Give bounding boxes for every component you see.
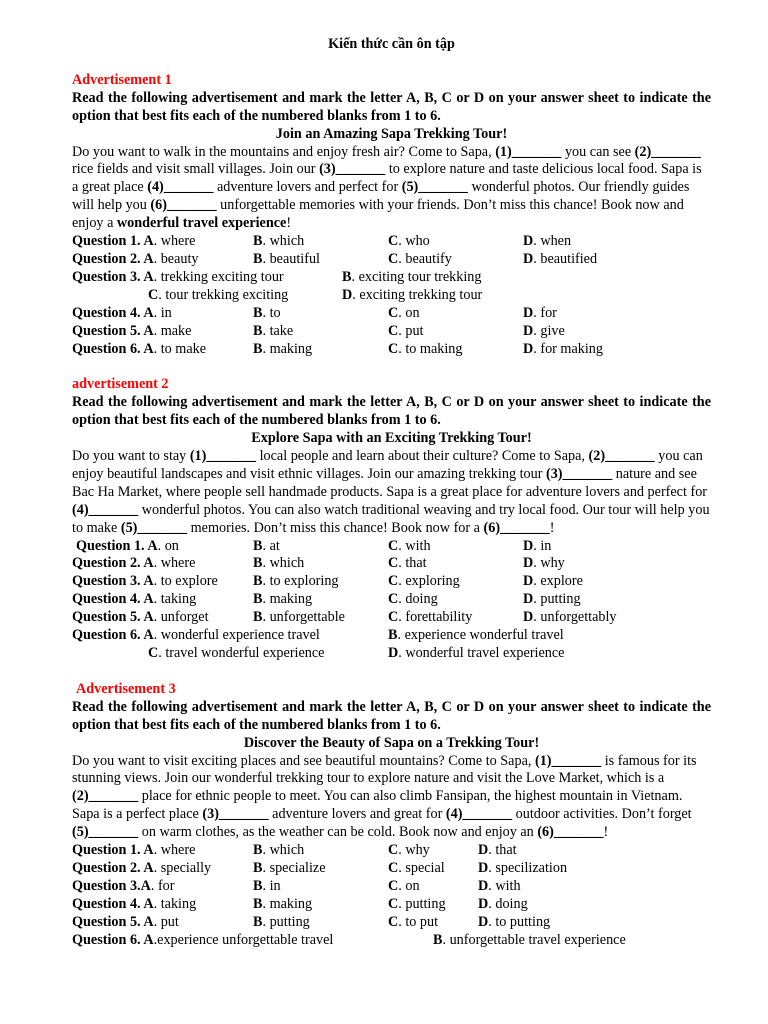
option-letter: D <box>523 304 534 321</box>
question-label: Question 1. <box>72 842 144 859</box>
option-letter: B <box>253 609 263 626</box>
option-text: . give <box>533 322 565 339</box>
option-text: . making <box>262 340 313 357</box>
question-row <box>72 609 711 627</box>
option-text: . putting <box>398 895 446 912</box>
option-text: . where <box>153 233 196 250</box>
passage-text: ! <box>603 824 609 841</box>
option-letter: A <box>140 877 151 894</box>
question-row-continued <box>72 645 711 663</box>
option-text: . special <box>398 859 445 876</box>
advertisement-1-section <box>72 72 711 359</box>
option-letter: D <box>523 537 534 554</box>
option-letter: D <box>478 842 489 859</box>
blank-or-emphasis: (5)_______ <box>120 519 188 536</box>
advertisement-1-title: Join an Amazing Sapa Trekking Tour! <box>275 125 508 142</box>
option-letter: D <box>478 895 489 912</box>
option-text: . specially <box>153 859 212 876</box>
blank-or-emphasis: (4)_______ <box>445 806 513 823</box>
option-text: . why <box>398 842 430 859</box>
option-letter: A <box>147 537 158 554</box>
option-letter: A <box>143 573 154 590</box>
option-letter: B <box>253 913 263 930</box>
passage-text: Do you want to walk in the mountains and enjoy fresh air? Come to Sapa, <box>72 143 496 160</box>
advertisement-2-title: Explore Sapa with an Exciting Trekking Tour! <box>251 430 532 447</box>
option-letter: C <box>388 322 399 339</box>
option-text: . putting <box>262 913 310 930</box>
option-letter: C <box>388 250 399 267</box>
option-letter: A <box>143 340 154 357</box>
option-letter: C <box>388 859 399 876</box>
option-text: . unforgettably <box>533 609 617 626</box>
option-text: . at <box>262 537 280 554</box>
question-row <box>72 555 711 573</box>
question-label: Question 2. <box>72 859 144 876</box>
passage-text: you can enjoy beautiful landscapes and visit ethnic villages. Join our amazing trekking tour <box>72 448 703 482</box>
advertisement-3-passage <box>72 753 711 843</box>
blank-or-emphasis: (4)_______ <box>72 501 139 518</box>
option-letter: A <box>143 591 154 608</box>
advertisement-1-heading: Advertisement 1 <box>72 71 172 88</box>
option-letter: B <box>253 322 263 339</box>
blank-or-emphasis: (1)_______ <box>189 448 257 465</box>
option-letter: D <box>523 340 534 357</box>
option-letter: B <box>253 250 263 267</box>
option-text: . that <box>398 555 427 572</box>
blank-or-emphasis: (5)_______ <box>72 824 139 841</box>
passage-text: wonderful photos. Our friendly guides will help you <box>72 179 690 214</box>
passage-text: adventure lovers and great for <box>268 806 446 823</box>
question-row <box>72 341 711 359</box>
option-letter: B <box>253 591 263 608</box>
advertisement-2-passage <box>72 448 711 538</box>
option-text: . for <box>533 304 557 321</box>
passage-text: on warm clothes, as the weather can be cold. Book now and enjoy an <box>138 824 538 841</box>
option-text: . on <box>398 877 420 894</box>
blank-or-emphasis: (2)_______ <box>588 448 655 465</box>
option-text: . doing <box>398 591 438 608</box>
blank-or-emphasis: wonderful travel experience <box>116 215 287 232</box>
question-label: Question 5. <box>72 609 144 626</box>
passage-text: nature and see Bac Ha Market, where people sell handmade products. Sapa is a great place for adventure lovers and perfect for <box>72 465 708 500</box>
option-text: . put <box>153 913 179 930</box>
option-letter: B <box>253 877 263 894</box>
option-letter: D <box>523 250 534 267</box>
option-text: . beautified <box>533 250 598 267</box>
question-label: Question 1. <box>72 233 144 250</box>
blank-or-emphasis: (5)_______ <box>401 179 468 196</box>
option-letter: C <box>388 895 399 912</box>
blank-or-emphasis: (6)_______ <box>483 519 550 536</box>
question-row <box>72 842 711 860</box>
option-text: . wonderful experience travel <box>153 627 320 644</box>
option-text: . to exploring <box>262 573 339 590</box>
option-letter: A <box>143 842 154 859</box>
blank-or-emphasis: (1)_______ <box>534 752 602 769</box>
document-title: Kiến thức cần ôn tập <box>328 36 455 52</box>
passage-text: to explore nature and taste delicious local food. Sapa is a great place <box>72 161 702 196</box>
option-text: . exciting trekking tour <box>352 286 483 303</box>
question-row-continued <box>72 287 711 305</box>
question-row <box>72 932 711 950</box>
option-text: . on <box>157 537 179 554</box>
question-label: Question 2. <box>72 250 144 267</box>
option-text: . explore <box>533 573 583 590</box>
option-letter: C <box>388 591 399 608</box>
option-text: . unforgettable travel experience <box>442 931 626 948</box>
option-text: . that <box>488 842 517 859</box>
option-letter: D <box>523 555 534 572</box>
passage-text: unforgettable memories with your friends. Don’t miss this chance! Book now and enjoy a <box>72 197 684 232</box>
option-letter: B <box>342 268 352 285</box>
option-text: . which <box>262 842 305 859</box>
option-letter: D <box>478 913 489 930</box>
option-letter: C <box>388 304 399 321</box>
option-letter: A <box>143 913 154 930</box>
advertisement-1-instruction: Read the following advertisement and mark the letter A, B, C or D on your answer sheet to indicate the option that best fits each of the numbered blanks from 1 to 6. <box>72 89 711 124</box>
question-row <box>72 573 711 591</box>
option-letter: D <box>523 322 534 339</box>
option-letter: C <box>388 573 399 590</box>
option-text: . exploring <box>398 573 460 590</box>
option-letter: B <box>253 895 263 912</box>
option-letter: B <box>253 537 263 554</box>
passage-text: is famous for its stunning views. Join our wonderful trekking tour to explore nature and visit the Love Market, which is a <box>72 752 697 787</box>
advertisement-1-passage <box>72 144 711 234</box>
option-letter: C <box>388 340 399 357</box>
option-letter: B <box>253 304 263 321</box>
option-letter: A <box>143 931 154 948</box>
option-text: . taking <box>153 591 197 608</box>
option-text: . who <box>398 233 430 250</box>
option-letter: C <box>388 233 399 250</box>
passage-text: Do you want to visit exciting places and see beautiful mountains? Come to Sapa, <box>72 752 535 769</box>
option-letter: D <box>523 233 534 250</box>
option-letter: A <box>143 322 154 339</box>
passage-text: adventure lovers and perfect for <box>213 179 402 196</box>
option-text: . to make <box>153 340 207 357</box>
option-letter: B <box>388 627 398 644</box>
blank-or-emphasis: (6)_______ <box>537 824 604 841</box>
option-text: . unforget <box>153 609 209 626</box>
option-text: . in <box>153 304 172 321</box>
option-letter: D <box>478 877 489 894</box>
option-letter: C <box>148 645 159 661</box>
option-letter: B <box>433 931 443 948</box>
option-letter: C <box>388 609 399 626</box>
option-text: . beautify <box>398 250 452 267</box>
blank-or-emphasis: (2)_______ <box>634 143 701 160</box>
option-text: . tour trekking exciting <box>158 286 289 303</box>
option-text: . with <box>398 537 431 554</box>
option-text: . to <box>262 304 281 321</box>
advertisement-3-title: Discover the Beauty of Sapa on a Trekking Tour! <box>243 734 540 751</box>
option-text: . making <box>262 591 313 608</box>
option-text: . for <box>150 877 175 894</box>
question-row <box>72 305 711 323</box>
option-letter: D <box>523 573 534 590</box>
question-label: Question 3. <box>72 877 141 894</box>
option-letter: D <box>342 286 353 303</box>
passage-text: you can see <box>561 143 635 160</box>
blank-or-emphasis: (6)_______ <box>150 197 217 214</box>
option-letter: C <box>388 537 399 554</box>
option-text: . beautiful <box>262 250 320 267</box>
option-text: . specilization <box>488 859 568 876</box>
question-label: Question 6. <box>72 931 144 948</box>
option-text: . take <box>262 322 294 339</box>
option-text: . where <box>153 842 196 859</box>
question-label: Question 6. <box>72 627 144 644</box>
option-text: . put <box>398 322 424 339</box>
question-row <box>72 538 711 556</box>
option-letter: D <box>523 591 534 608</box>
question-row <box>72 627 711 645</box>
question-row <box>72 914 711 932</box>
option-letter: C <box>148 286 159 303</box>
blank-or-emphasis: (4)_______ <box>147 179 214 196</box>
question-row <box>72 251 711 269</box>
option-text: . on <box>398 304 420 321</box>
option-letter: A <box>143 609 154 626</box>
option-text: . doing <box>488 895 528 912</box>
option-text: . experience wonderful travel <box>397 627 564 644</box>
option-letter: D <box>388 645 399 661</box>
question-label: Question 5. <box>72 913 144 930</box>
option-text: . taking <box>153 895 197 912</box>
option-text: . to explore <box>153 573 218 590</box>
passage-text: ! <box>286 215 292 232</box>
advertisement-2-instruction: Read the following advertisement and mark the letter A, B, C or D on your answer sheet to indicate the option that best fits each of the numbered blanks from 1 to 6. <box>72 394 711 429</box>
option-text: . wonderful travel experience <box>398 645 565 661</box>
option-letter: C <box>388 913 399 930</box>
passage-text: Do you want to stay <box>72 448 190 465</box>
option-letter: A <box>143 555 154 572</box>
option-text: . unforgettable <box>262 609 345 626</box>
option-text: . which <box>262 555 305 572</box>
passage-text: memories. Don’t miss this chance! Book now for a <box>187 519 484 536</box>
blank-or-emphasis: (1)_______ <box>495 143 562 160</box>
question-label: Question 4. <box>72 591 144 608</box>
advertisement-3-instruction: Read the following advertisement and mark the letter A, B, C or D on your answer sheet to indicate the option that best fits each of the numbered blanks from 1 to 6. <box>72 698 711 733</box>
question-label: Question 4. <box>72 895 144 912</box>
option-text: . to put <box>398 913 439 930</box>
question-row <box>72 860 711 878</box>
blank-or-emphasis: (2)_______ <box>72 788 139 805</box>
blank-or-emphasis: (3)_______ <box>319 161 386 178</box>
option-letter: C <box>388 555 399 572</box>
document-page <box>72 36 711 950</box>
option-letter: A <box>143 250 154 267</box>
option-letter: C <box>388 877 399 894</box>
option-letter: B <box>253 859 263 876</box>
advertisement-3-heading: Advertisement 3 <box>76 680 176 697</box>
question-row <box>72 878 711 896</box>
passage-text: outdoor activities. Don’t forget <box>512 806 692 823</box>
option-letter: D <box>478 859 489 876</box>
option-text: . travel wonderful experience <box>158 645 325 661</box>
option-text: . when <box>533 233 572 250</box>
option-text: . forettability <box>398 609 473 626</box>
question-row <box>72 233 711 251</box>
option-text: . trekking exciting tour <box>153 268 284 285</box>
question-label: Question 4. <box>72 304 144 321</box>
question-row <box>72 269 711 287</box>
passage-text: wonderful photos. You can also watch traditional weaving and try local food. Our tour will help you to make <box>72 501 710 536</box>
option-text: . to making <box>398 340 463 357</box>
option-text: . making <box>262 895 313 912</box>
blank-or-emphasis: (3)_______ <box>202 806 269 823</box>
option-letter: B <box>253 340 263 357</box>
passage-text: rice fields and visit small villages. Join our <box>72 161 320 178</box>
option-text: . with <box>488 877 521 894</box>
option-letter: A <box>143 304 154 321</box>
option-text: . which <box>262 233 305 250</box>
question-label: Question 3. <box>72 268 144 285</box>
advertisement-3-section <box>72 681 711 950</box>
option-letter: A <box>143 859 154 876</box>
option-text: . in <box>262 877 281 894</box>
option-letter: A <box>143 268 154 285</box>
option-text: . exciting tour trekking <box>351 268 482 285</box>
passage-text: place for ethnic people to meet. You can also climb Fansipan, the highest mountain in Vietnam. Sapa is a perfect place <box>72 788 683 823</box>
option-letter: B <box>253 573 263 590</box>
option-text: . specialize <box>262 859 326 876</box>
option-letter: A <box>143 627 154 644</box>
question-label: Question 3. <box>72 573 144 590</box>
option-letter: C <box>388 842 399 859</box>
option-text: . where <box>153 555 196 572</box>
question-label: Question 6. <box>72 340 144 357</box>
passage-text: local people and learn about their culture? Come to Sapa, <box>256 448 589 465</box>
option-text: . putting <box>533 591 581 608</box>
question-row <box>72 896 711 914</box>
option-text: . in <box>533 537 552 554</box>
option-letter: D <box>523 609 534 626</box>
option-text: . beauty <box>153 250 199 267</box>
blank-or-emphasis: (3)_______ <box>545 465 613 482</box>
option-letter: B <box>253 233 263 250</box>
option-text: . for making <box>533 340 603 357</box>
question-row <box>72 323 711 341</box>
option-text: . to putting <box>488 913 551 930</box>
question-label: Question 1. <box>76 537 148 554</box>
option-letter: A <box>143 233 154 250</box>
option-text: . why <box>533 555 565 572</box>
question-label: Question 5. <box>72 322 144 339</box>
option-letter: B <box>253 555 263 572</box>
option-letter: A <box>143 895 154 912</box>
option-text: .experience unforgettable travel <box>153 931 334 948</box>
advertisement-2-heading: advertisement 2 <box>72 376 169 393</box>
question-row <box>72 591 711 609</box>
passage-text: ! <box>549 519 555 536</box>
option-text: . make <box>153 322 192 339</box>
advertisement-2-section <box>72 376 711 663</box>
question-label: Question 2. <box>72 555 144 572</box>
option-letter: B <box>253 842 263 859</box>
